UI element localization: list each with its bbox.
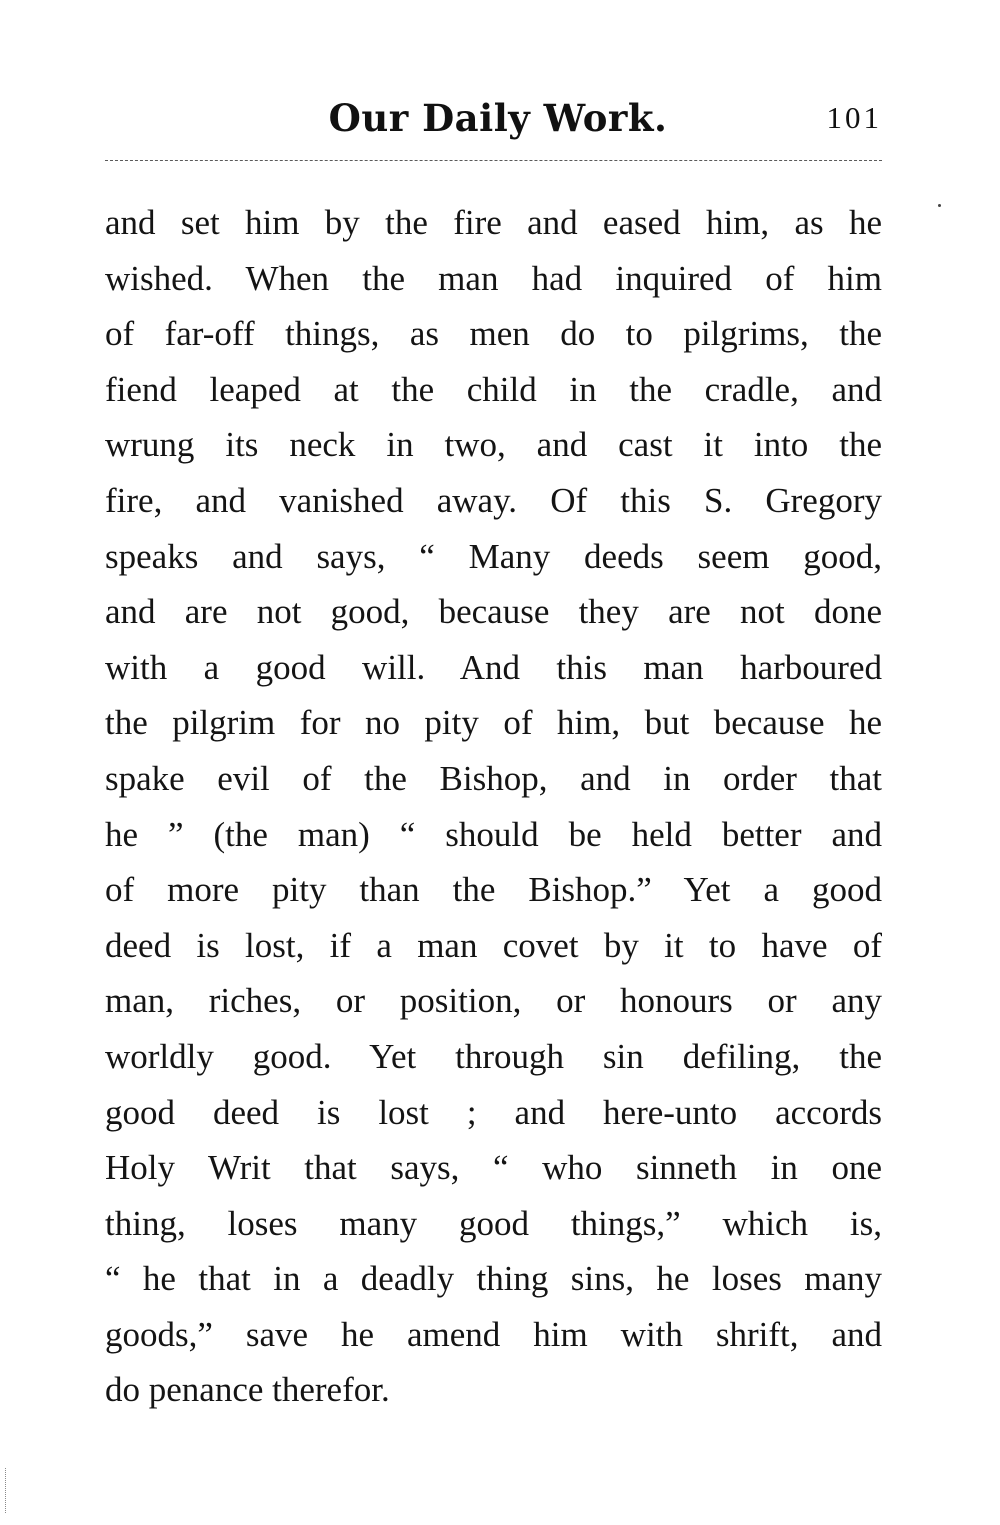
text-line: of more pity than the Bishop.” Yet a good xyxy=(105,870,882,910)
text-line: do penance therefor. xyxy=(105,1370,390,1410)
text-line: Holy Writ that says, “ who sinneth in one xyxy=(105,1148,882,1188)
scan-margin-trace xyxy=(5,1468,6,1513)
text-line: spake evil of the Bishop, and in order that xyxy=(105,758,882,798)
page-number: 101 xyxy=(826,100,882,135)
text-line: deed is lost, if a man covet by it to have of xyxy=(105,925,882,965)
text-line: “ he that in a deadly thing sins, he loses many xyxy=(105,1259,882,1299)
text-line: good deed is lost ; and here-unto accords xyxy=(105,1092,882,1132)
running-header xyxy=(105,92,882,152)
text-line: fiend leaped at the child in the cradle, and xyxy=(105,369,882,409)
text-line: speaks and says, “ Many deeds seem good, xyxy=(105,536,882,576)
text-line: wished. When the man had inquired of him xyxy=(105,258,882,298)
text-line: the pilgrim for no pity of him, but because he xyxy=(105,703,882,743)
running-title: Our Daily Work. xyxy=(328,96,668,140)
text-line: man, riches, or position, or honours or any xyxy=(105,981,882,1021)
text-line: of far-off things, as men do to pilgrims, the xyxy=(105,314,882,354)
text-line: goods,” save he amend him with shrift, and xyxy=(105,1314,882,1354)
text-line: and are not good, because they are not done xyxy=(105,592,882,632)
print-speck xyxy=(938,204,941,207)
body-text xyxy=(105,195,882,1418)
text-line: he ” (the man) “ should be held better and xyxy=(105,814,882,854)
text-line: worldly good. Yet through sin defiling, the xyxy=(105,1036,882,1076)
text-line: thing, loses many good things,” which is, xyxy=(105,1203,882,1243)
text-line: and set him by the fire and eased him, as he xyxy=(105,203,882,242)
text-line: wrung its neck in two, and cast it into the xyxy=(105,425,882,465)
header-rule xyxy=(105,160,882,161)
text-line: with a good will. And this man harboured xyxy=(105,647,882,687)
text-line: fire, and vanished away. Of this S. Gregory xyxy=(105,480,882,520)
